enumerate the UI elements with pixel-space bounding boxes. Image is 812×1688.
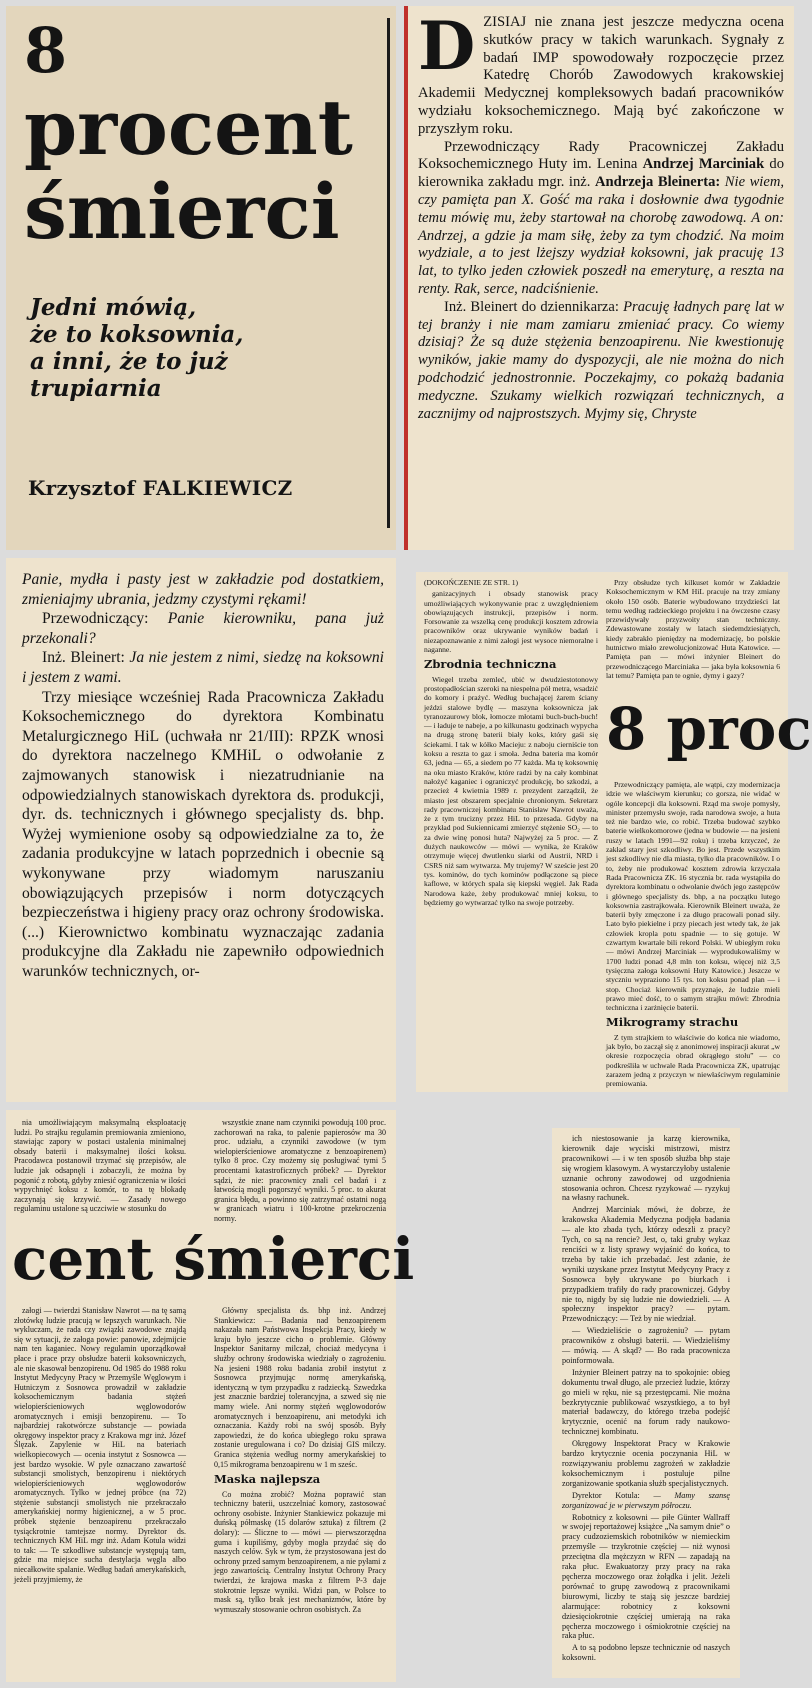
body-paragraph: Trzy miesiące wcześniej Rada Pracownicza Zakładu Koksochemicznego do dyrektora Kombinatu Metalurgicznego HiL (uchwała nr 21/III): RPZK wnosi do dyrektora naczelnego KMHiL o odwołanie z zajmowanych stanowisk i niezatrudnianie na odpowiedzialnych stanowiskach dyrektora ds. produkcji, dyr. ds. technicznych i głównego specjalisty ds. bhp. Wyżej wymienione osoby są odpowiedzialne za to, że zadania produkcyjne w latach poprzednich i obecnie są wykonywane przy wiadomym naruszaniu obowiązujących przepisów i norm dotyczących bezpieczeństwa i higieny pracy oraz ochrony środowiska. (...) Kierownictwo kombinatu wyznaczając zadania produkcyjne dla Zakładu nie zapewniło odpowiednich warunków technicznych, or- bbox=[22, 688, 384, 980]
vertical-rule bbox=[387, 18, 390, 528]
headline-word-smierci: śmierci bbox=[24, 167, 340, 256]
section-heading: Mikrogramy strachu bbox=[606, 1015, 739, 1030]
continuation-clipping bbox=[6, 558, 396, 1102]
red-margin-bar bbox=[404, 6, 408, 550]
continued-label: (DOKOŃCZENIE ZE STR. 1) bbox=[424, 578, 519, 587]
body-paragraph: A to są podobno lepsze technicznie od naszych koksowni. bbox=[562, 1643, 730, 1663]
body-paragraph: ganizacyjnych i obsady stanowisk pracy umożliwiających wykonywanie prac z uwzględnieniem obowiązujących instrukcji, przepisów i norm. Forsowanie za wszelką cenę produkcji kosztem zdrowia pracowników oraz ukrywanie wyników badań i niezapoznawanie z nimi załogi jest wysoce niemoralne i naganne. bbox=[424, 589, 598, 655]
page3-clipping bbox=[6, 1110, 415, 1682]
page3-left-column bbox=[14, 1306, 186, 1586]
subtitle-line: że to koksownia, bbox=[30, 321, 244, 348]
intro-clipping bbox=[404, 6, 794, 550]
body-paragraph: Wiegel trzeba zemleć, ubić w dwudziestotonowy prostopadłościan szeroki na niespełna pół metra, wsadzić do komory i prażyć. Według buchającej żarem ściany jeździ stalowe bydlę — maszyna koksownicza jak tyranozaurowy blok, łomocze młotami buch-buch-buch! — i ładuje te nabeje, a po kilkunastu godzinach wypycha na drugą stronę baterii biały koks, który gaśi się ściekami. I tak w kółko Macieju: z naboju cierniście ton koksu a reszta to gaz i smoła. Jedna bateria ma komór 63, jedna — 65, a siedem po 77 każda. Ma tę koksownię na oku miasto Kraków, które radzi by na cały kombinat nałożyć kaganiec i ograniczyć produkcję, bo szkodzi, a przecież 4 kwietnia 1989 r. prezydent zarządził, że miasto jest obszarem specjalnie chronionym. Sekretarz rady pracowniczej kombinatu Stanisław Nawrot uważa, że z tym trucizny przez HiL to przesada. Gdyby na przykład pod Sukiennicami zmierzyć stężenie SO₂ — to za dwie winę ponosi huta? Najwyżej za 5 proc. — Z dużych naukowców — mówi — wynika, że Kraków otrzymuje więcej dwutlenku siarki od Austrii, NRD i CSRS niż sam wytwarza. My trujemy? W szeście jest 20 tys. kominów, do tych kominów podłączone są piece kaflowe, w których spala się kiepski węgiel. Jak Rada Narodowa każe, żeby produkować mniej koksu, to będziemy go wytwarzać tylko na swoje potrzeby. bbox=[424, 674, 598, 907]
body-paragraph: Przewodniczący pamięta, ale wątpi, czy modernizacja idzie we właściwym kierunku; co gorsza, nie widać w ogóle koncepcji dla koksowni. Rząd ma swoje pomysły, minister przemysłu swoje, rada narodowa swoje, a huta też nie bardzo wie, co robić. Trzeba budować szybko baterie wielkokomorowe (jedna w budowie — na jesieni ruszy w latach 1991—92 roku) i trzeba krzyczeć, że zakład stary jest szkodliwy. Bo jest. Przede wszystkim jest szkodliwy nie dla miasta, tylko dla pracowników. I o to, żeby nie produkować kosztem zdrowia krzyczała Rada Pracownicza ZK. 16 stycznia br. rada wystąpiła do dyrektora kombinatu o odwołanie dwóch jego zastępców i głównego specjalisty ds. bhp, a na początku lutego koksownia zastrajkowała. Kierownik Bleinert uważa, że baterii były zmęczone i za długo pracowali ponad siły. Lato było piekielne i przy piecach jest wtedy tak, że jak człowiek kropla potu spadnie — to się gotuje. W czwartym kwartale bili rekord Polski. W ubiegłym roku — mówi Andrzej Marciniak — wyprodukowaliśmy w 1700 ludzi ponad 4,8 mln ton koksu, więcej niż 3,5 tysięczna załoga koksowni Huty Katowice.) Jeszcze w styczniu wypraziono 15 tys. ton koksu ponad plan — i stop. Chociaż kierownik przyznaje, że ludzie mieli prawo mieć dość, to o samym strajku mówi: Zbrodnia techniczna i zarżnięcie baterii. bbox=[606, 780, 780, 1013]
headline-fragment: cent śmierci bbox=[12, 1225, 415, 1293]
intro-paragraph: DZISIAJ nie znana jest jeszcze medyczna ocena skutków pracy w takich warunkach. Sygnały z badań IMP spowodowały rozpoczęcie przez Katedrę Chorób Zawodowych krakowskiej Akademii Medycznej kompleksowych badań pracowników wydziału koksochemicznego. Mają być zakończone w przyszłym roku. bbox=[418, 7, 784, 137]
body-paragraph: wszystkie znane nam czynniki powodują 100 proc. zachorowań na raka, to palenie papierosów ma 30 proc. udziału, a czynniki zawodowe (w tym wielopierścieniowe aromatyczne z benzoapirenem) tylko 8 proc. Czy możemy się posługiwać tymi 5 procentami katastroficznych próbek? — Dyrektor sądzi, że nie: pracownicy znali cel badań i z łatwością mogli pogorszyć wyniki. 5 proc. to akurat granica błędu, a powinno się zatrzymać ostatni nogą w granicach wiatru i 100-krotne przekroczenia normy. bbox=[214, 1118, 386, 1223]
headline-clipping bbox=[6, 6, 396, 550]
person-name: Andrzej Marciniak bbox=[642, 156, 765, 173]
body-paragraph: Inżynier Bleinert patrzy na to spokojnie: obieg dokumentu trwał długo, ale przecież ludzie, którzy go mieli w ręku, nie są przestępcami. Nie można bezkrytycznie publikować wszystkiego, a to był materiał badawczy, do którego trzeba podejść krytycznie, ocenić na forum rady naukowo-technicznej kombinatu. bbox=[562, 1367, 730, 1437]
dialogue-paragraph: Dyrektor Kotula: — Mamy szansę zorganizować je w pierwszym półroczu. bbox=[562, 1490, 730, 1510]
section-heading: Maska najlepsza bbox=[214, 1472, 321, 1487]
headline-number: 8 bbox=[24, 14, 68, 87]
body-paragraph: Główny specjalista ds. bhp inż. Andrzej Stankiewicz: — Badania nad benzoapirenem nakazała nam Państwowa Inspekcja Pracy, kiedy w kraju było jeszcze cicho o problemie. Główny Inspektor Sanitarny milczał, chociaż medycyna i służby ochrony środowiska wiedziały o zagrożeniu. Na jesieni 1988 roku badania zrobił instytut z Sosnowca przyjmując normę amerykańską, identyczną w tym przypadku z radziecką. Szwedzka jest znacznie bardziej tolerancyjna, a szwed się nie mamy wiele. Ani normy stężeń węglowodorów aromatycznych i benzoapirenu, ani metodyki ich oznaczania. Każdy robi na swój sposób. Były zapowiedzi, że do końca ubiegłego roku sprawa zostanie uregulowana i co? Do dzisiaj GIS milczy. Granica stężenia według normy amerykańskiej to 0,15 mikrograma benzoapirenu w 1 m sześc. bbox=[214, 1306, 386, 1469]
body-paragraph: Przy obsłudze tych kilkuset komór w Zakładzie Koksochemicznym w KM HiL pracuje na trzy zmiany około 150 osób. Baterie wybudowano trzydzieści lat temu według radzieckiego projektu i na ówczesne czasy przewidywały przyzwoity stan techniczny. Zdewastowane zostały w latach siedemdziesiątych, kiedy zabrakło pieniędzy na modernizację, bo polskie hutnictwo miało zrewolucjonizować Huta Katowice. — Pamięta pan — mówi inżynier Bleinert do przewodniczącego Marciniaka — jaka była koksownia 6 lat temu? Pamięta pan te ognie, dymy i gazy? bbox=[606, 578, 780, 680]
page2-right-column-top bbox=[606, 578, 780, 682]
headline-fragment: 8 proc bbox=[606, 695, 812, 763]
page2-left-column bbox=[424, 578, 598, 909]
intro-paragraph: Inż. Bleinert do dziennikarza: Pracuję ładnych parę lat w tej branży i nie mam zamiaru zmieniać pracy. Co wiemy dzisiaj? Że są duże stężenia benzoapirenu. Nie kwestionuję wyników, jakie mamy do dyspozycji, ale nie można do nich podchodzić jednostronnie. Poczekajmy, co pokażą badania medyczne. Szukamy wielkich rozwiązań technicznych, a zacznijmy od najprostszych. Myjmy się, Chryste bbox=[418, 298, 784, 422]
intro-paragraph: Przewodniczący Rady Pracowniczej Zakładu Koksochemicznego Huty im. Lenina Andrzej Marciniak do kierownika zakładu mgr. inż. Andrzeja Bleinerta: Nie wiem, czy pamięta pan X. Gość ma raka i dosłownie dwa tygodnie temu mówię mu, żeby startował na chorobę zawodową. A on: Andrzej, a gdzie ja mam siłę, żeby za tym chodzić. Na moim wydziale, a to jest lżejszy wydział koksowni, jak pracuję 13 lat, to tylko jeden człowiek poszedł na emeryturę, a reszta na renty. Rak, serce, nadciśnienie. bbox=[418, 138, 785, 297]
body-paragraph: ich niestosowanie ja karzę kierownika, kierownik daje wyciski mistrzowi, mistrz pracownikowi — i w ten sposób służba bhp staje się wrogiem klasowym. A wystarczyłoby ustalenie uznanie ochrony zawodowej od uzgodnienia stosowania ochron. Chcesz ryzykować — ryzykuj na własny rachunek. bbox=[562, 1134, 730, 1203]
quote-text: Nie wiem, czy pamięta pan X. Gość ma raka i dosłownie dwa tygodnie temu mówię mu, żeby startował na chorobę zawodową. A on: Andrzej, a gdzie ja mam siłę, żeby za tym chodzić. Na moim wydziale, a to jest lżejszy wydział koksowni, jak pracuję 13 lat, to tylko jeden człowiek poszedł na emeryturę, a reszta na renty. Rak, serce, nadciśnienie. bbox=[418, 174, 785, 297]
author-byline: Krzysztof FALKIEWICZ bbox=[28, 476, 293, 500]
headline-subtitle bbox=[30, 294, 370, 402]
body-paragraph: Z tym strajkiem to właściwie do końca nie wiadomo, jak było, bo zaczął się z anonimowej inspiracji akurat „w okresie rozpoczęcia obrad okrągłego stołu” — co podkreśliła w uchwale Rada Pracownicza ZK, upatrując zarazem jedną z przyczyn w niewłaściwym regulaminie premiowania. bbox=[606, 1032, 780, 1089]
body-paragraph: Okręgowy Inspektorat Pracy w Krakowie bardzo krytycznie ocenia poczynania HiL w rozwiązywaniu problemu zagrożeń w zakładzie koksochemicznym i postuluje pilne zorganizowanie spotkania służb specjalistycznych. bbox=[562, 1439, 730, 1488]
page3-right-top bbox=[214, 1118, 386, 1226]
page3-left-top bbox=[14, 1118, 186, 1216]
headline-word-procent: procent bbox=[24, 83, 353, 172]
page3-right-column bbox=[214, 1306, 386, 1616]
dialogue-paragraph: Inż. Bleinert: Ja nie jestem z nimi, siedzę na koksowni i jestem z wami. bbox=[22, 649, 384, 686]
body-paragraph: Co można zrobić? Można poprawić stan techniczny baterii, uszczelniać komory, zastosować ochrony osobiste. Inżynier Stankiewicz pokazuje mi duńską półmaskę (15 dolarów sztuka) z filtrem (2 dolary): — Śliczne to — mówi — pierwszorzędna guma i kupiliśmy, gdyby mogła przydać się do naszych celów. Syk w tym, że przystosowana jest do ochrony przed samym benzoapirenem, a nie pyłami z jego zawartością. Centralny Instytut Ochrony Pracy twierdzi, że krajowa maska z filtrem P-3 daje stokrotnie lepsze wyniki. Widzi pan, w Polsce to mask są, tylko brak jest mechanizmów, które by wymuszały stosowanie ochron osobistych. Za bbox=[214, 1489, 386, 1614]
drop-cap: D bbox=[418, 7, 476, 85]
subtitle-line: a inni, że to już bbox=[30, 348, 228, 375]
body-paragraph: nia umożliwiającym maksymalną eksploatację ludzi. Po strajku regulamin premiowania zmieniono, stawiając zapory w postaci ustalenia minimalnej obsady baterii i maksymalnej ilości koksu. Pracodawca postanowił trzymać się przepisów, ale ludzie jak odsapnęli i zobaczyli, że można by pogonić z robotą, gdyby zniesić ograniczenia w ilości wypychnięć koksu z komór, to na tę blokadę zaczynają się krzywić. — Zasady nowego regulaminu ustalone są uczciwie w stosunku do bbox=[14, 1118, 186, 1214]
quote-text: Pracuję ładnych parę lat w tej branży i nie mam zamiaru zmieniać pracy. Co wiemy dzisiaj? Że są duże stężenia benzoapirenu. Nie kwestionuję wyników, jakie mamy do dyspozycji, ale nie można do nich podchodzić jednostronnie. Poczekajmy, co pokażą badania medyczne. Szukamy wielkich rozwiązań technicznych, a zacznijmy od najprostszych. Myjmy się, Chryste bbox=[418, 298, 784, 422]
page2-clipping bbox=[416, 572, 812, 1092]
body-paragraph: załogi — twierdzi Stanisław Nawrot — na tę samą złotówkę ludzie pracują w lepszych warunkach. Nie wykluczam, że rada czy związki zawodowe znajdą się w sytuacji, że załoga powie: panowie, zdejmijcie nam ten kaganiec. Nowy regulamin uporządkował płace i prace przy obsłudze baterii koksowniczych, ale nie skasował benzopirenu. Od 1985 do 1988 roku Instytut Medycyny Pracy w Przemyśle Węglowym i Hutniczym z Sosnowca prowadził w zakładzie koksochemicznym badania stężeń wielopierścieniowych węglowodorów aromatycznych i emisji benzopirenu. — To najbardziej rakotwórcze substancje — powiada okręgowy inspektor pracy z Krakowa mgr inż. Józef Ślęzak. Zapylenie w HiL na bateriach wielkopiecowych — ocenia instytut z Sosnowca — jest bardzo wysokie. W pyle oznaczano zawartość substancji smolistych, benzopirenu i niektórych wielopierścieniowych węglowodorów aromatycznych. Tylko w jednej próbce (na 72) stężenie substancji smolistych nie przekraczało amerykańskiej normy higienicznej, a w 5 proc. próbek stężenie benzoapirenu przekraczało tysiąckrotnie tamtejsze normy. Dyrektor ds. technicznych KM HiL mgr inż. Adam Kotula widzi to tak: — Te szkodliwe substancje występują tam, gdzie ma miejsce sucha destylacja węgla albo niecałkowite spalanie. Według badań amerykańskich, jeżeli przyjmiemy, że bbox=[14, 1306, 186, 1584]
quote-paragraph: Panie, mydła i pasty jest w zakładzie pod dostatkiem, zmieniajmy ubrania, jedzmy czystymi rękami! bbox=[22, 571, 384, 608]
person-name: Andrzeja Bleinerta: bbox=[594, 174, 721, 191]
page4-clipping bbox=[552, 1128, 740, 1678]
subtitle-line: Jedni mówią, bbox=[30, 294, 197, 321]
page2-right-column bbox=[606, 780, 780, 1091]
section-heading: Zbrodnia techniczna bbox=[424, 657, 557, 672]
subtitle-line: trupiarnia bbox=[30, 375, 162, 402]
body-paragraph: Andrzej Marciniak mówi, że dobrze, że krakowska Akademia Medyczna podjęła badania — ale kto zbada tych, którzy odeszli z pracy? Tych, co są na rencie? Jest, o, taki gruby wykaz renciści w z listy sprawy wyjaśnić do końca, to trzeba by takie ich przebadać. Jest zdanie, że wyniki uzyskane przez Instytut Medycyny Pracy z Sosnowca były ukrywane po biurkach i przypadkiem trafiły do rady pracowniczej. Gdyby nie to, nigdy by się ludzie nie dowiedzieli. — A społeczny inspektor pracy? — pytam. Przewodniczący: — Też by nie wiedział. bbox=[562, 1205, 730, 1324]
body-paragraph: — Wiedzieliście o zagrożeniu? — pytam pracowników z obsługi baterii. — Wiedzieliśmy — mówią. — A skąd? — Bo rada pracownicza poinformowała. bbox=[562, 1326, 730, 1365]
dialogue-paragraph: Przewodniczący: Panie kierowniku, pana już przekonali? bbox=[22, 610, 384, 647]
body-paragraph: Robotnicy z koksowni — piłe Günter Wallraff w swojej reportażowej książce „Na samym dnie” o pracy cudzoziemskich robotników w niemieckim przemyśle — trzykrotnie częściej — niż wynosi przeciętna dla mężczyzn w RFN — zapadają na raka płuc. Ewakuatorzy przy pracy na raka pęcherza moczowego oraz żołądka i jelit. Jeżeli porównać to grupę zawodową z pracownikami biurowymi, liczby te stają się jeszcze bardziej alarmujące: robotnicy z koksowni dziesięciokrotnie częściej umierają na raka pęcherza moczowego i ośmiokrotnie częściej na raka płuc. bbox=[562, 1512, 730, 1641]
